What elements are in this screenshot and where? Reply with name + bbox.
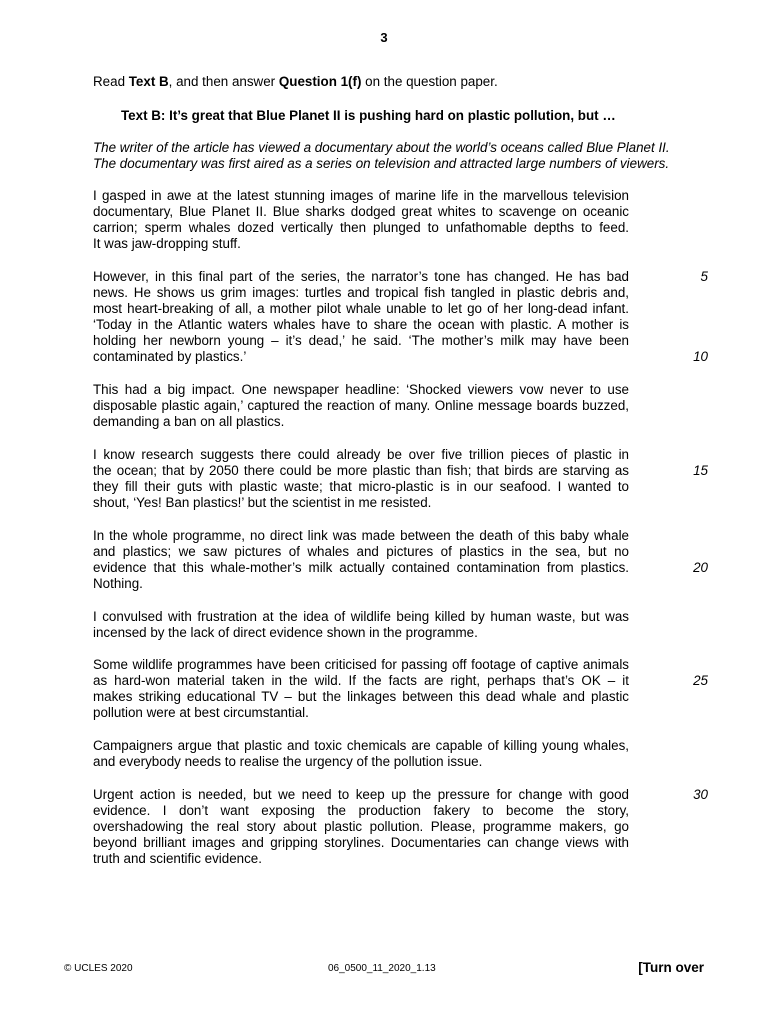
text-line: documentary, Blue Planet II. Blue sharks dodged great whites to scavenge on oceanic [93, 204, 629, 219]
intro-line: The documentary was first aired as a series on television and attracted large numbers of viewers. [93, 156, 670, 171]
text-line: Campaigners argue that plastic and toxic chemicals are capable of killing young whales, [93, 738, 629, 753]
text-line: Nothing. [93, 576, 143, 591]
paragraph [93, 657, 629, 721]
line-number: 5 [700, 269, 708, 284]
text-line: demanding a ban on all plastics. [93, 414, 285, 429]
text-line: overshadowing the real story about plastic pollution. Please, programme makers, go [93, 819, 629, 834]
text-line: makes striking educational TV – but the linkages between this dead whale and plastic [93, 689, 629, 704]
instruction-suffix: on the question paper. [361, 74, 498, 89]
text-line: I know research suggests there could already be over five trillion pieces of plastic in [93, 447, 629, 462]
turn-over: [Turn over [638, 960, 704, 975]
text-line: However, in this final part of the series, the narrator’s tone has changed. He has bad [93, 269, 629, 284]
line-number: 10 [693, 349, 708, 364]
text-line: incensed by the lack of direct evidence shown in the programme. [93, 625, 478, 640]
text-line: In the whole programme, no direct link was made between the death of this baby whale [93, 528, 629, 543]
text-line: evidence. I don’t want exposing the production fakery to become the story, [93, 803, 629, 818]
text-line: beyond brilliant images and gripping storylines. Documentaries can change views with [93, 835, 629, 850]
text-line: ‘Today in the Atlantic waters whales have to share the ocean with plastic. A mother is [93, 317, 629, 332]
text-line: they fill their guts with plastic waste; that micro-plastic is in our seafood. I wanted to [93, 479, 629, 494]
paragraph [93, 269, 629, 365]
instruction [93, 74, 498, 90]
text-line: contaminated by plastics.’ [93, 349, 247, 364]
text-line: holding her newborn young – it’s dead,’ he said. ‘The mother’s milk may have been [93, 333, 629, 348]
line-number: 30 [693, 787, 708, 802]
text-line: as hard-won material taken in the wild. If the facts are right, perhaps that’s OK – it [93, 673, 629, 688]
paragraph [93, 738, 629, 770]
paragraph [93, 787, 629, 867]
text-line: most heart-breaking of all, a mother pilot whale unable to let go of her long-dead infant. [93, 301, 629, 316]
copyright: © UCLES 2020 [64, 963, 133, 974]
text-line: This had a big impact. One newspaper headline: ‘Shocked viewers vow never to use [93, 382, 629, 397]
text-line: pollution were at best circumstantial. [93, 705, 309, 720]
text-line: the ocean; that by 2050 there could be more plastic than fish; that birds are starving as [93, 463, 629, 478]
question-reference: Question 1(f) [278, 74, 362, 89]
text-line: Urgent action is needed, but we need to keep up the pressure for change with good [93, 787, 629, 802]
intro-line: The writer of the article has viewed a documentary about the world’s oceans called Blue Planet II. [93, 140, 670, 155]
intro-text [93, 140, 713, 172]
text-line: news. He shows us grim images: turtles and tropical fish tangled in plastic debris and, [93, 285, 629, 300]
text-line: truth and scientific evidence. [93, 851, 262, 866]
paragraph [93, 188, 629, 252]
text-line: shout, ‘Yes! Ban plastics!’ but the scientist in me resisted. [93, 495, 432, 510]
instruction-mid: , and then answer [168, 74, 279, 89]
text-line: I gasped in awe at the latest stunning images of marine life in the marvellous television [93, 188, 629, 203]
instruction-prefix: Read [93, 74, 129, 89]
text-line: I convulsed with frustration at the idea of wildlife being killed by human waste, but was [93, 609, 629, 624]
line-number: 15 [693, 463, 708, 478]
text-line: Some wildlife programmes have been criticised for passing off footage of captive animals [93, 657, 629, 672]
text-title: Text B: It’s great that Blue Planet II is pushing hard on plastic pollution, but … [121, 108, 616, 123]
line-number: 20 [693, 560, 708, 575]
page-number: 3 [380, 30, 388, 45]
document-code: 06_0500_11_2020_1.13 [328, 963, 436, 974]
text-line: evidence that this whale-mother’s milk actually contained contamination from plastics. [93, 560, 629, 575]
paragraph [93, 609, 629, 641]
paragraph [93, 382, 629, 430]
text-line: carrion; sperm whales dozed vertically then plunged to unfathomable depths to feed. [93, 220, 629, 235]
text-line: disposable plastic again,’ captured the reaction of many. Online message boards buzzed, [93, 398, 629, 413]
text-line: and plastics; we saw pictures of whales and pictures of plastics in the sea, but no [93, 544, 629, 559]
text-line: and everybody needs to realise the urgency of the pollution issue. [93, 754, 483, 769]
line-number: 25 [693, 673, 708, 688]
paragraph [93, 528, 629, 592]
text-line: It was jaw-dropping stuff. [93, 236, 241, 251]
text-reference: Text B [128, 74, 169, 89]
paragraph [93, 447, 629, 511]
